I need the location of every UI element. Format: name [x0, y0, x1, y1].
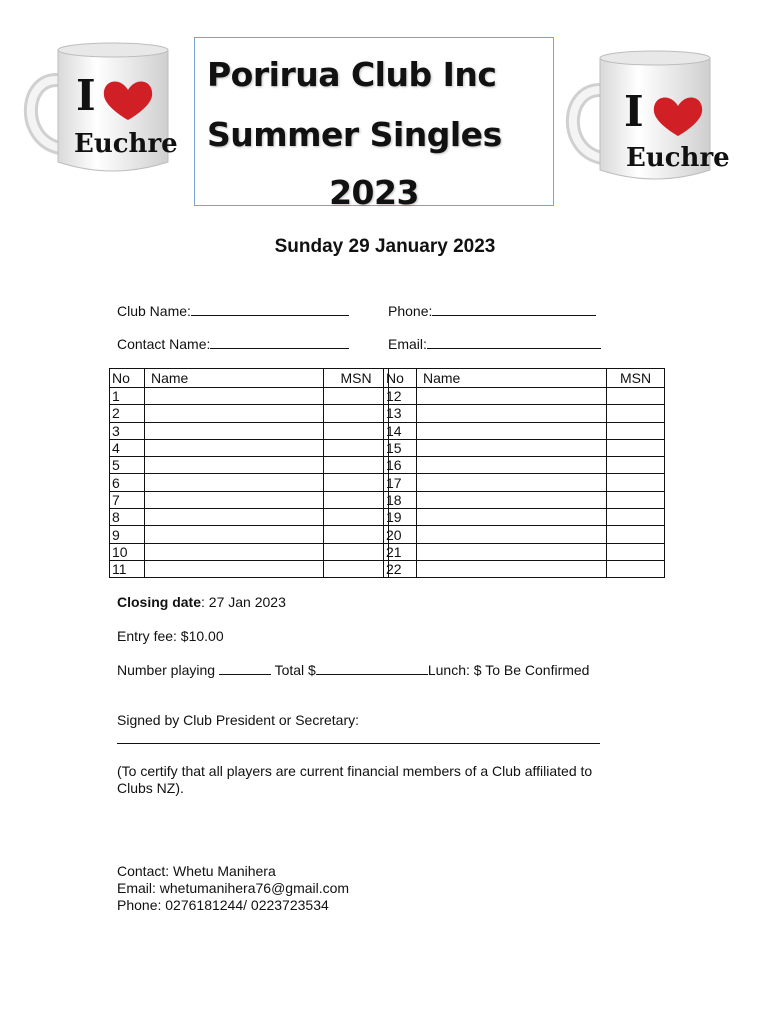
msn-cell[interactable]	[607, 422, 665, 439]
msn-cell[interactable]	[324, 509, 389, 526]
row-number: 14	[384, 422, 417, 439]
closing-date-value: : 27 Jan 2023	[201, 594, 286, 610]
player-name-cell[interactable]	[417, 543, 607, 560]
table-row	[384, 509, 665, 526]
row-number: 4	[110, 439, 145, 456]
msn-cell[interactable]	[324, 422, 389, 439]
table-row	[110, 422, 389, 439]
row-number: 17	[384, 474, 417, 491]
certify-line-1: (To certify that all players are current financial members of a Club affiliated to	[117, 763, 593, 779]
row-number: 19	[384, 509, 417, 526]
row-number: 10	[110, 543, 145, 560]
row-number: 15	[384, 439, 417, 456]
svg-text:I: I	[624, 87, 644, 136]
signature-line[interactable]	[117, 743, 600, 744]
header-msn: MSN	[324, 369, 389, 388]
table-header-row	[110, 369, 389, 388]
signed-by-label: Signed by Club President or Secretary:	[117, 712, 360, 728]
msn-cell[interactable]	[324, 543, 389, 560]
msn-cell[interactable]	[607, 543, 665, 560]
table-row	[384, 422, 665, 439]
msn-cell[interactable]	[324, 388, 389, 405]
table-row	[110, 457, 389, 474]
row-number: 18	[384, 491, 417, 508]
row-number: 1	[110, 388, 145, 405]
row-number: 5	[110, 457, 145, 474]
row-number: 22	[384, 560, 417, 577]
email-blank[interactable]	[427, 334, 601, 349]
player-name-cell[interactable]	[145, 543, 324, 560]
table-row	[384, 474, 665, 491]
row-number: 3	[110, 422, 145, 439]
row-number: 9	[110, 526, 145, 543]
phone-label: Phone:	[388, 303, 433, 319]
contact-name-field	[117, 334, 349, 352]
msn-cell[interactable]	[607, 457, 665, 474]
number-playing-blank[interactable]	[219, 662, 271, 675]
phone-blank[interactable]	[432, 301, 596, 316]
player-name-cell[interactable]	[145, 491, 324, 508]
table-row	[110, 543, 389, 560]
msn-cell[interactable]	[324, 457, 389, 474]
lunch-label: Lunch: $ To Be Confirmed	[427, 662, 590, 678]
row-number: 21	[384, 543, 417, 560]
club-name-field	[117, 301, 349, 319]
mug-letter-i: I	[76, 71, 96, 120]
euchre-mug-right-image	[568, 50, 730, 190]
row-number: 2	[110, 405, 145, 422]
player-name-cell[interactable]	[417, 439, 607, 456]
table-row	[110, 509, 389, 526]
row-number: 20	[384, 526, 417, 543]
player-name-cell[interactable]	[145, 457, 324, 474]
msn-cell[interactable]	[607, 439, 665, 456]
table-row	[384, 526, 665, 543]
table-row	[384, 388, 665, 405]
entry-fee: Entry fee: $10.00	[117, 628, 224, 644]
header-name: Name	[417, 369, 607, 388]
table-row	[110, 560, 389, 577]
player-name-cell[interactable]	[417, 422, 607, 439]
msn-cell[interactable]	[607, 560, 665, 577]
header-name: Name	[145, 369, 324, 388]
player-name-cell[interactable]	[145, 388, 324, 405]
table-row	[384, 405, 665, 422]
msn-cell[interactable]	[607, 509, 665, 526]
total-label: Total $	[274, 662, 316, 678]
number-playing-label: Number playing	[117, 662, 216, 678]
title-line-2: Summer Singles	[207, 115, 502, 154]
number-playing-row	[117, 662, 589, 678]
players-table-right	[383, 368, 665, 578]
contact-name-blank[interactable]	[210, 334, 349, 349]
table-row	[110, 388, 389, 405]
row-number: 11	[110, 560, 145, 577]
player-name-cell[interactable]	[145, 439, 324, 456]
closing-date	[117, 594, 286, 610]
row-number: 8	[110, 509, 145, 526]
table-row	[384, 560, 665, 577]
svg-text:Euchre: Euchre	[74, 129, 178, 159]
player-name-cell[interactable]	[145, 560, 324, 577]
msn-cell[interactable]	[324, 526, 389, 543]
club-name-blank[interactable]	[191, 301, 349, 316]
table-row	[110, 491, 389, 508]
player-name-cell[interactable]	[145, 422, 324, 439]
msn-cell[interactable]	[324, 474, 389, 491]
player-name-cell[interactable]	[417, 405, 607, 422]
msn-cell[interactable]	[324, 439, 389, 456]
table-row	[384, 491, 665, 508]
phone-field	[388, 301, 596, 319]
contact-name-label: Contact Name:	[117, 336, 211, 352]
table-row	[110, 474, 389, 491]
title-line-1: Porirua Club Inc	[207, 55, 497, 94]
title-box	[194, 37, 554, 212]
msn-cell[interactable]	[324, 560, 389, 577]
row-number: 7	[110, 491, 145, 508]
table-row	[110, 439, 389, 456]
row-number: 6	[110, 474, 145, 491]
player-name-cell[interactable]	[417, 388, 607, 405]
msn-cell[interactable]	[607, 491, 665, 508]
euchre-mug-left-image	[28, 40, 178, 180]
table-row	[384, 439, 665, 456]
contact-name: Contact: Whetu Manihera	[117, 863, 276, 879]
msn-cell[interactable]	[324, 405, 389, 422]
msn-cell[interactable]	[607, 526, 665, 543]
msn-cell[interactable]	[607, 474, 665, 491]
player-name-cell[interactable]	[145, 474, 324, 491]
table-row	[110, 526, 389, 543]
player-name-cell[interactable]	[417, 491, 607, 508]
header-msn: MSN	[607, 369, 665, 388]
header-no: No	[384, 369, 417, 388]
title-year: 2023	[329, 173, 419, 212]
email-label: Email:	[388, 336, 427, 352]
row-number: 16	[384, 457, 417, 474]
row-number: 13	[384, 405, 417, 422]
contact-phone: Phone: 0276181244/ 0223723534	[117, 897, 329, 913]
closing-date-label: Closing date	[117, 594, 202, 610]
player-name-cell[interactable]	[417, 526, 607, 543]
msn-cell[interactable]	[607, 405, 665, 422]
svg-text:Euchre: Euchre	[626, 143, 730, 173]
email-field	[388, 334, 601, 352]
total-blank[interactable]	[316, 662, 428, 675]
players-table-left	[109, 368, 389, 578]
table-row	[384, 457, 665, 474]
row-number: 12	[384, 388, 417, 405]
table-row	[110, 405, 389, 422]
player-name-cell[interactable]	[417, 560, 607, 577]
player-name-cell[interactable]	[417, 509, 607, 526]
player-name-cell[interactable]	[417, 474, 607, 491]
event-date: Sunday 29 January 2023	[274, 236, 496, 257]
header-no: No	[110, 369, 145, 388]
table-row	[384, 543, 665, 560]
player-name-cell[interactable]	[145, 509, 324, 526]
msn-cell[interactable]	[324, 491, 389, 508]
certify-line-2: Clubs NZ).	[117, 780, 184, 796]
msn-cell[interactable]	[607, 388, 665, 405]
club-name-label: Club Name:	[117, 303, 191, 319]
player-name-cell[interactable]	[145, 526, 324, 543]
contact-email: Email: whetumanihera76@gmail.com	[117, 880, 350, 896]
player-name-cell[interactable]	[145, 405, 324, 422]
player-name-cell[interactable]	[417, 457, 607, 474]
table-header-row	[384, 369, 665, 388]
